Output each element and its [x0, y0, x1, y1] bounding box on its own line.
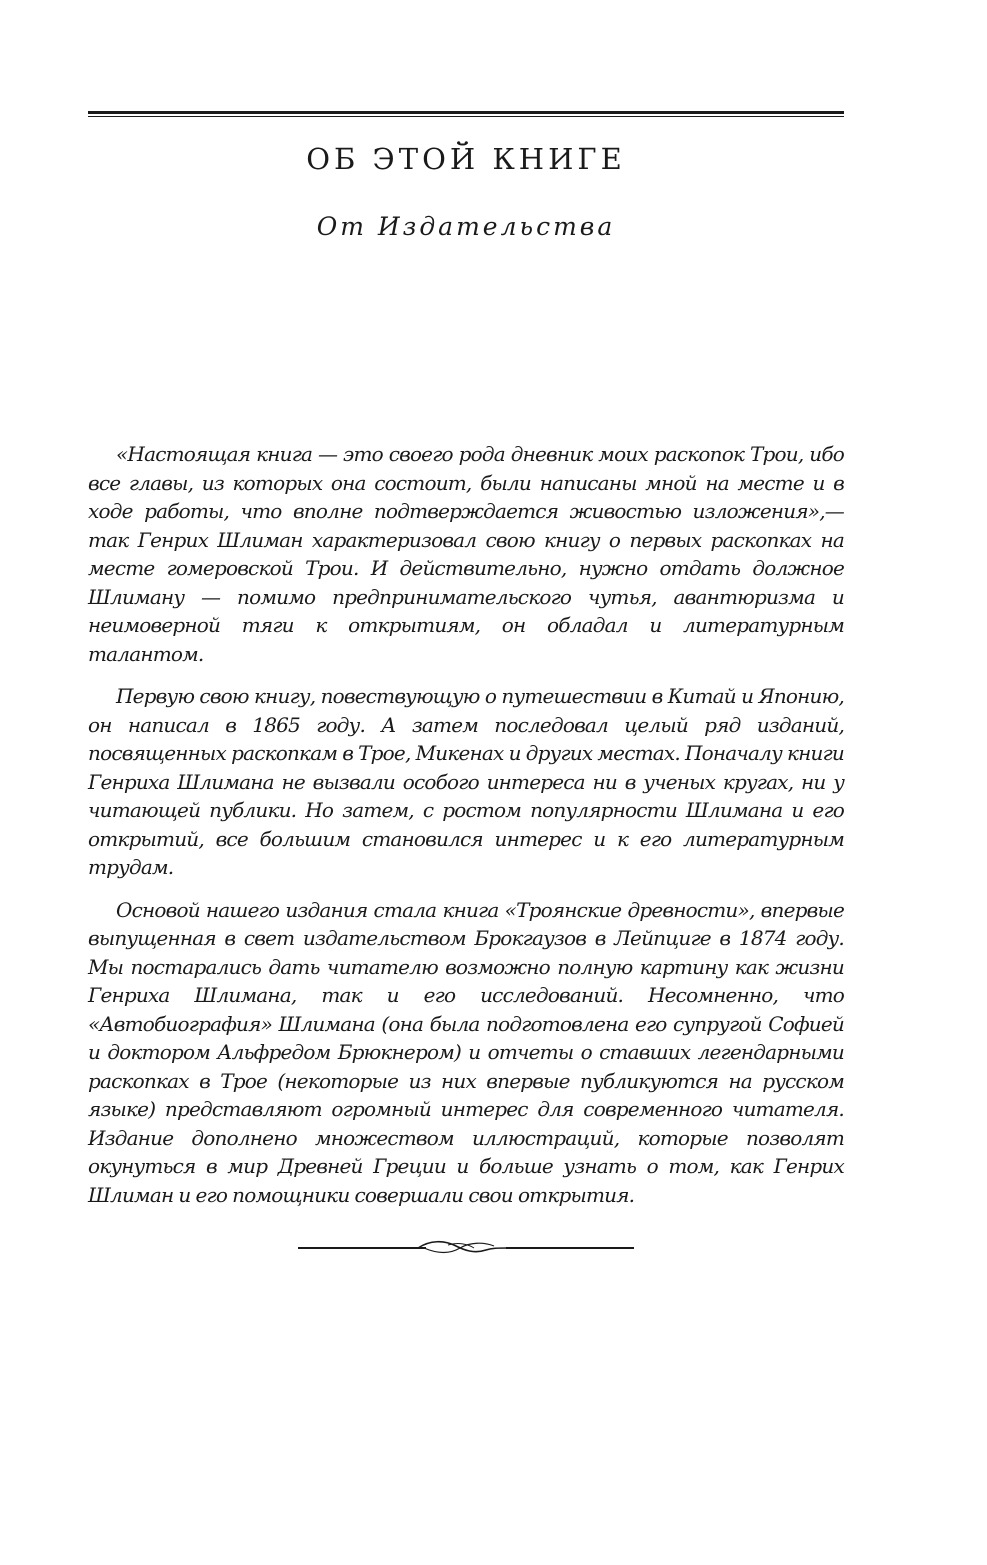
flourish-ornament-icon [298, 1236, 634, 1258]
paragraph-1: «Настоящая книга — это своего рода дневник моих раскопок Трои, ибо все главы, из которых она состоит, были написаны мной на месте и в ходе работы, что вполне подтверждается живостью изложения»,— так Генрих Шлиман характеризовал свою книгу о первых раскопках на месте гомеровской Трои. И действительно, нужно отдать должное Шлиману — помимо предпринимательского чутья, авантюризма и неимоверной тяги к открытиям, он обладал и литературным талантом. [88, 442, 844, 666]
body-text [88, 440, 844, 1223]
paragraph-2: Первую свою книгу, повествующую о путешествии в Китай и Японию, он написал в 1865 году. А затем последовал целый ряд изданий, посвященных раскопкам в Трое, Микенах и других местах. Поначалу книги Генриха Шлимана не вызвали особого интереса ни в ученых кругах, ни у читающей публики. Но затем, с ростом популярности Шлимана и его открытий, все большим становился интерес и к его литературным трудам. [88, 684, 844, 879]
page-title: ОБ ЭТОЙ КНИГЕ [306, 142, 626, 176]
paragraph-3: Основой нашего издания стала книга «Троянские древности», впервые выпущенная в свет издательством Брокгаузов в Лейпциге в 1874 году. Мы постарались дать читателю возможно полную картину как жизни Генриха Шлимана, так и его исследований. Несомненно, что «Автобиография» Шлимана (она была подготовлена его супругой Софией и доктором Альфредом Брюкнером) и отчеты о ставших легендарными раскопках в Трое (некоторые из них впервые публикуются на русском языке) представляют огромный интерес для современного читателя. Издание дополнено множеством иллюстраций, которые позволят окунуться в мир Древней Греции и больше узнать о том, как Генрих Шлиман и его помощники совершали свои открытия. [88, 897, 844, 1207]
top-double-rule [88, 111, 844, 117]
page-subtitle: От Издательства [316, 212, 616, 241]
